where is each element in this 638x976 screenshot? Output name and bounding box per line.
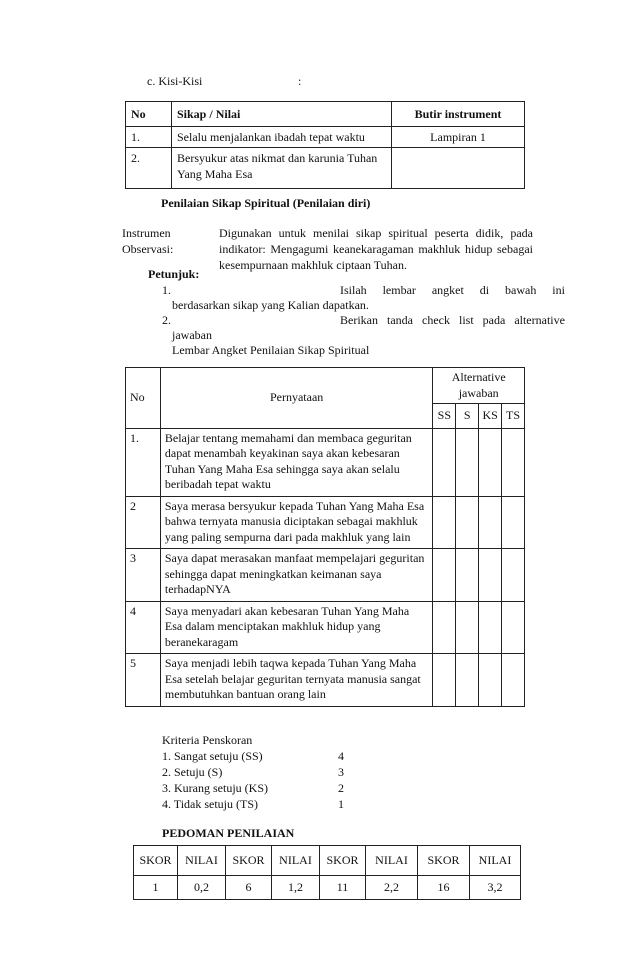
table-row [126,654,525,707]
pedoman-header: SKOR [134,846,178,876]
instrumen-label [122,225,173,257]
check-cell-ks[interactable] [479,601,502,654]
check-cell-ss[interactable] [433,496,456,549]
pedoman-table [133,845,521,900]
section-label: Kisi-Kisi [158,74,203,88]
petunjuk-line-2b: jawaban [172,328,212,342]
check-cell-s[interactable] [456,601,479,654]
petunjuk-word: list [458,313,474,327]
angket-cell-text: Saya dapat merasakan manfaat mempelajari geguritan sehingga dapat meningkatkan keimanan saya terhadapNYA [160,549,433,602]
petunjuk-word: di [479,283,490,297]
kisi-cell-butir [392,148,525,189]
petunjuk-title: Petunjuk: [148,267,200,281]
petunjuk-line-1b: berdasarkan sikap yang Kalian dapatkan. [172,298,369,312]
alt-option-ss: SS [433,404,456,429]
kisi-header-butir: Butir instrument [392,102,525,127]
table-row [126,496,525,549]
angket-header-alt: Alternative jawaban [433,368,525,404]
angket-cell-no: 2 [126,496,161,549]
kisi-cell-sikap: Selalu menjalankan ibadah tepat waktu [172,126,392,148]
angket-cell-text: Belajar tentang memahami dan membaca geguritan dapat menambah keyakinan saya akan kebesaran Tuhan Yang Maha Esa sehingga saya akan selalu beribadah tepat waktu [160,428,433,496]
instrumen-text: Digunakan untuk menilai sikap spiritual peserta didik, pada indikator: Mengagumi keanekaragaman makhluk hidup sebagai kesempurnaan makhluk ciptaan Tuhan. [219,226,533,272]
kriteria-item [162,764,344,780]
pedoman-value: 1,2 [272,876,320,900]
petunjuk-word: pada [482,313,506,327]
kriteria-item [162,796,344,812]
angket-header-row [126,368,525,404]
check-cell-ks[interactable] [479,428,502,496]
alt-option-ks: KS [479,404,502,429]
check-cell-ts[interactable] [502,549,525,602]
alt-option-ts: TS [502,404,525,429]
angket-cell-text: Saya menjadi lebih taqwa kepada Tuhan Yang Maha Esa setelah belajar geguritan ternyata manusia sangat membutuhkan bantuan orang lain [160,654,433,707]
table-row [126,601,525,654]
penilaian-title: Penilaian Sikap Spiritual (Penilaian diri) [161,196,371,210]
petunjuk-word: ini [552,283,565,297]
angket-header-no: No [126,368,161,429]
kriteria-score: 2 [338,781,344,795]
check-cell-ss[interactable] [433,654,456,707]
check-cell-ss[interactable] [433,601,456,654]
kriteria-block [162,732,344,812]
kriteria-item [162,780,344,796]
pedoman-header: SKOR [320,846,366,876]
table-row [126,549,525,602]
kisi-cell-no: 2. [126,148,172,189]
check-cell-ts[interactable] [502,601,525,654]
kriteria-label: 4. Tidak setuju (TS) [162,797,259,811]
section-letter: c. [147,74,156,88]
instrumen-label-line1: Instrumen [122,226,171,240]
kisi-header-row [126,102,525,127]
kisi-cell-butir: Lampiran 1 [392,126,525,148]
kisi-header-sikap: Sikap / Nilai [172,102,392,127]
check-cell-s[interactable] [456,549,479,602]
section-colon: : [298,74,302,88]
check-cell-s[interactable] [456,654,479,707]
angket-cell-no: 4 [126,601,161,654]
kriteria-score: 3 [338,765,344,779]
check-cell-ks[interactable] [479,654,502,707]
pedoman-value: 11 [320,876,366,900]
kriteria-label: 2. Setuju (S) [162,765,223,779]
petunjuk-num-1: 1. [162,283,171,297]
pedoman-value: 1 [134,876,178,900]
angket-subtitle: Lembar Angket Penilaian Sikap Spiritual [172,343,370,357]
table-row [134,876,521,900]
petunjuk-num-2: 2. [162,313,171,327]
angket-table [125,367,525,707]
check-cell-ss[interactable] [433,428,456,496]
check-cell-ss[interactable] [433,549,456,602]
pedoman-header: NILAI [272,846,320,876]
kriteria-score: 4 [338,749,344,763]
kriteria-item [162,748,344,764]
pedoman-header: SKOR [418,846,470,876]
check-cell-s[interactable] [456,496,479,549]
petunjuk-line-2 [340,313,565,328]
pedoman-value: 6 [226,876,272,900]
kisi-cell-no: 1. [126,126,172,148]
petunjuk-word: Isilah [340,283,367,297]
pedoman-header: NILAI [178,846,226,876]
petunjuk-word: lembar [382,283,416,297]
angket-cell-no: 5 [126,654,161,707]
angket-header-pernyataan: Pernyataan [160,368,433,429]
check-cell-ks[interactable] [479,496,502,549]
angket-cell-text: Saya merasa bersyukur kepada Tuhan Yang Maha Esa bahwa ternyata manusia diciptakan sebagai makhluk yang paling sempurna dari pada makhluk yang lain [160,496,433,549]
pedoman-header: NILAI [470,846,521,876]
pedoman-title: PEDOMAN PENILAIAN [162,826,295,840]
pedoman-value: 3,2 [470,876,521,900]
kisi-header-no: No [126,102,172,127]
check-cell-ts[interactable] [502,654,525,707]
instrumen-label-line2: Observasi: [122,242,174,256]
kriteria-label: 3. Kurang setuju (KS) [162,781,268,795]
kriteria-score: 1 [338,797,344,811]
petunjuk-word: alternative [514,313,565,327]
pedoman-header-row [134,846,521,876]
petunjuk-word: tanda [387,313,413,327]
kriteria-title: Kriteria Penskoran [162,733,253,747]
kisi-cell-sikap: Bersyukur atas nikmat dan karunia Tuhan Yang Maha Esa [172,148,392,189]
table-row [126,428,525,496]
pedoman-header: SKOR [226,846,272,876]
petunjuk-word: angket [431,283,464,297]
angket-cell-no: 3 [126,549,161,602]
pedoman-header: NILAI [366,846,418,876]
angket-cell-no: 1. [126,428,161,496]
pedoman-value: 16 [418,876,470,900]
petunjuk-word: bawah [505,283,537,297]
table-row [126,148,525,189]
table-row [126,126,525,148]
check-cell-s[interactable] [456,428,479,496]
petunjuk-word: check [422,313,450,327]
kriteria-label: 1. Sangat setuju (SS) [162,749,263,763]
check-cell-ks[interactable] [479,549,502,602]
section-c-heading [147,74,202,89]
check-cell-ts[interactable] [502,496,525,549]
pedoman-value: 0,2 [178,876,226,900]
angket-cell-text: Saya menyadari akan kebesaran Tuhan Yang Maha Esa dalam menciptakan makhluk hidup yang beranekaragam [160,601,433,654]
alt-option-s: S [456,404,479,429]
pedoman-value: 2,2 [366,876,418,900]
petunjuk-line-1 [340,283,565,298]
check-cell-ts[interactable] [502,428,525,496]
kisi-table [125,101,525,189]
petunjuk-word: Berikan [340,313,378,327]
